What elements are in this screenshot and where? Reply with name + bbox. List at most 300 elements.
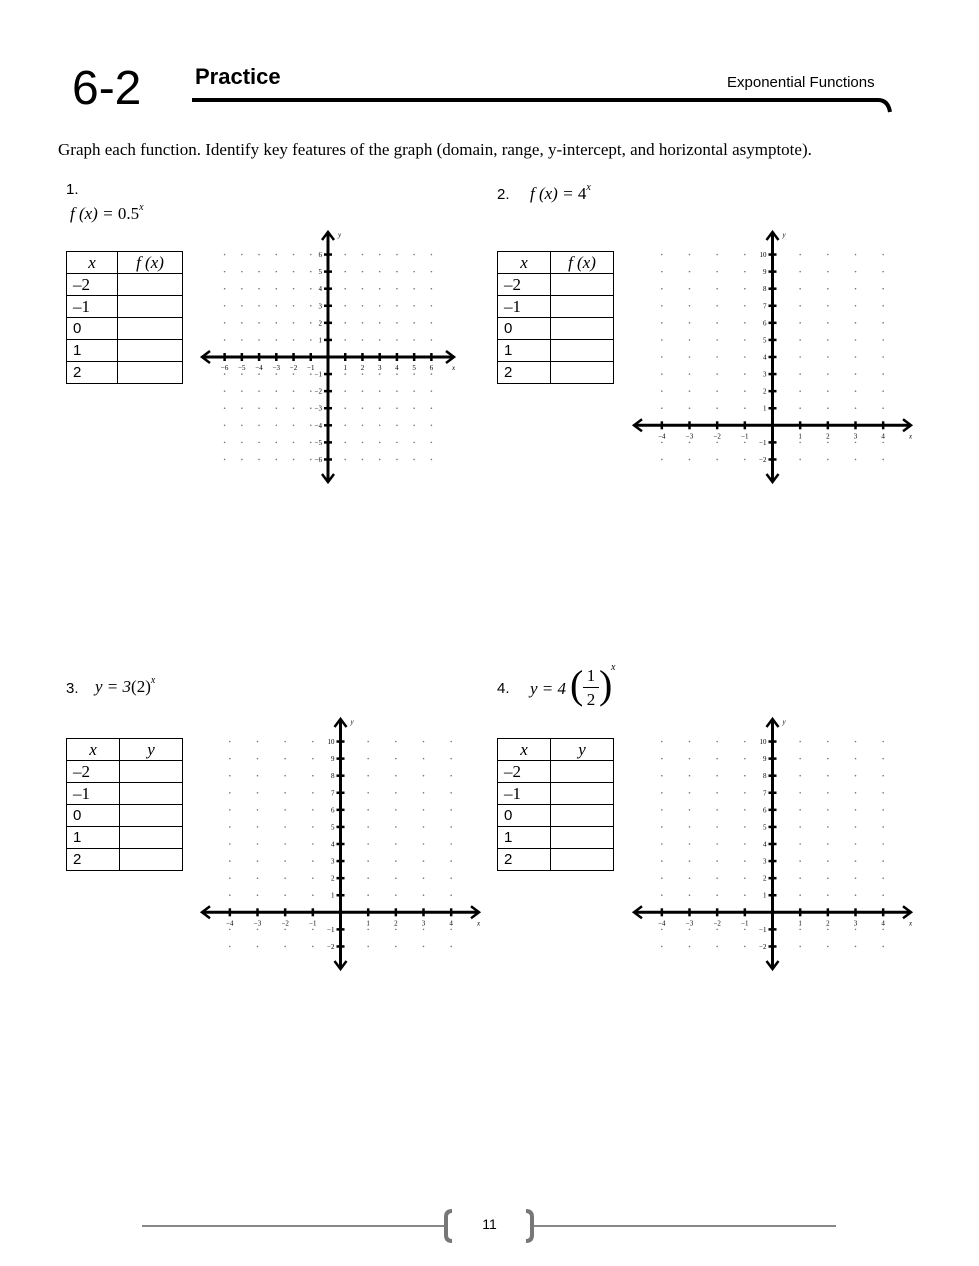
grid-dot	[799, 758, 801, 760]
grid-dot	[257, 894, 259, 896]
grid-dot	[689, 758, 691, 760]
y-tick-label: 10	[759, 251, 767, 260]
grid-dot	[689, 390, 691, 392]
grid-dot	[882, 843, 884, 845]
grid-dot	[423, 775, 425, 777]
grid-dot	[312, 946, 314, 948]
table-answer-cell[interactable]	[551, 274, 614, 296]
grid-dot	[229, 741, 231, 743]
grid-dot	[744, 271, 746, 273]
grid-dot	[661, 741, 663, 743]
grid-dot	[224, 254, 226, 256]
grid-dot	[224, 442, 226, 444]
x-axis-label: x	[909, 432, 913, 441]
grid-dot	[882, 339, 884, 341]
grid-dot	[689, 305, 691, 307]
grid-dot	[744, 356, 746, 358]
y-tick-label: 7	[763, 789, 767, 798]
grid-dot	[661, 775, 663, 777]
grid-dot	[716, 442, 718, 444]
table-answer-cell[interactable]	[551, 849, 614, 871]
x-tick-label: 2	[360, 364, 365, 372]
grid-dot	[827, 356, 829, 358]
table-answer-cell[interactable]	[120, 805, 183, 827]
grid-dot	[284, 843, 286, 845]
y-tick-label: −1	[327, 925, 335, 934]
grid-dot	[716, 792, 718, 794]
grid-dot	[882, 254, 884, 256]
table-answer-cell[interactable]	[120, 827, 183, 849]
x-tick-label: −3	[253, 919, 262, 928]
grid-dot	[855, 442, 857, 444]
grid-dot	[744, 860, 746, 862]
grid-dot	[241, 271, 243, 273]
y-tick-label: 1	[318, 336, 322, 345]
grid-dot	[258, 373, 260, 375]
grid-dot	[229, 860, 231, 862]
grid-dot	[413, 407, 415, 409]
grid-dot	[241, 322, 243, 324]
grid-dot	[423, 758, 425, 760]
table-x-cell: –1	[498, 296, 551, 318]
grid-dot	[276, 373, 278, 375]
grid-dot	[396, 459, 398, 461]
grid-dot	[661, 809, 663, 811]
grid-dot	[257, 843, 259, 845]
grid-dot	[396, 339, 398, 341]
table-answer-cell[interactable]	[551, 340, 614, 362]
grid-dot	[312, 775, 314, 777]
grid-dot	[344, 339, 346, 341]
table-answer-cell[interactable]	[551, 805, 614, 827]
grid-dot	[827, 442, 829, 444]
grid-dot	[229, 946, 231, 948]
function-exponent: x	[139, 202, 144, 213]
grid-dot	[661, 843, 663, 845]
y-tick-label: −5	[314, 438, 322, 447]
grid-dot	[224, 390, 226, 392]
grid-dot	[716, 407, 718, 409]
x-tick-label: 4	[881, 919, 885, 928]
grid-dot	[284, 792, 286, 794]
y-tick-label: −1	[314, 370, 322, 379]
grid-dot	[716, 271, 718, 273]
table-answer-cell[interactable]	[118, 362, 183, 384]
grid-dot	[396, 288, 398, 290]
function-lhs: f (x) =	[530, 184, 578, 203]
grid-dot	[716, 775, 718, 777]
page-number: 11	[482, 1216, 497, 1232]
grid-dot	[689, 339, 691, 341]
grid-dot	[744, 792, 746, 794]
grid-dot	[396, 442, 398, 444]
y-tick-label: −2	[327, 942, 335, 951]
problem-2-function	[530, 184, 591, 204]
grid-dot	[799, 339, 801, 341]
y-tick-label: 3	[331, 857, 335, 866]
grid-dot	[367, 809, 369, 811]
grid-dot	[744, 877, 746, 879]
grid-dot	[362, 425, 364, 427]
grid-dot	[689, 809, 691, 811]
grid-dot	[827, 459, 829, 461]
grid-dot	[293, 459, 295, 461]
grid-dot	[241, 425, 243, 427]
grid-dot	[744, 339, 746, 341]
grid-dot	[689, 407, 691, 409]
grid-dot	[257, 775, 259, 777]
grid-dot	[827, 390, 829, 392]
grid-dot	[362, 390, 364, 392]
grid-dot	[882, 946, 884, 948]
table-x-cell: –1	[498, 783, 551, 805]
grid-dot	[882, 442, 884, 444]
function-exponent: x	[150, 675, 156, 686]
grid-dot	[799, 271, 801, 273]
grid-dot	[257, 809, 259, 811]
grid-dot	[413, 373, 415, 375]
grid-dot	[450, 809, 452, 811]
grid-dot	[882, 758, 884, 760]
grid-dot	[229, 775, 231, 777]
grid-dot	[799, 356, 801, 358]
grid-dot	[362, 339, 364, 341]
grid-dot	[241, 305, 243, 307]
grid-dot	[367, 946, 369, 948]
x-tick-label: −3	[685, 432, 694, 441]
grid-dot	[423, 894, 425, 896]
grid-dot	[827, 271, 829, 273]
grid-dot	[395, 809, 397, 811]
grid-dot	[882, 305, 884, 307]
grid-dot	[716, 356, 718, 358]
grid-dot	[827, 407, 829, 409]
grid-dot	[744, 758, 746, 760]
grid-dot	[744, 775, 746, 777]
x-tick-label: −5	[238, 364, 246, 372]
problem-4-graph[interactable]	[630, 715, 915, 973]
grid-dot	[855, 860, 857, 862]
grid-dot	[882, 390, 884, 392]
problem-3-graph[interactable]	[198, 715, 483, 973]
fraction-bar	[583, 687, 599, 688]
grid-dot	[379, 271, 381, 273]
grid-dot	[716, 826, 718, 828]
grid-dot	[241, 407, 243, 409]
grid-dot	[396, 407, 398, 409]
problem-2-graph[interactable]	[630, 228, 915, 486]
table-answer-cell[interactable]	[551, 827, 614, 849]
grid-dot	[276, 305, 278, 307]
grid-dot	[744, 407, 746, 409]
grid-dot	[395, 894, 397, 896]
grid-dot	[799, 288, 801, 290]
grid-dot	[312, 792, 314, 794]
grid-dot	[744, 946, 746, 948]
grid-dot	[362, 442, 364, 444]
problem-3-number: 3.	[66, 680, 79, 697]
grid-dot	[224, 373, 226, 375]
table-answer-cell[interactable]	[120, 761, 183, 783]
y-tick-label: 1	[331, 891, 335, 900]
table-answer-cell[interactable]	[551, 318, 614, 340]
x-tick-label: 3	[421, 919, 426, 928]
table-answer-cell[interactable]	[551, 296, 614, 318]
grid-dot	[312, 741, 314, 743]
grid-dot	[344, 322, 346, 324]
table-x-cell: 2	[498, 362, 551, 384]
grid-dot	[257, 877, 259, 879]
grid-dot	[396, 425, 398, 427]
grid-dot	[716, 809, 718, 811]
grid-dot	[344, 271, 346, 273]
x-tick-label: 4	[449, 919, 453, 928]
grid-dot	[744, 929, 746, 931]
grid-dot	[224, 339, 226, 341]
grid-dot	[827, 322, 829, 324]
function-lhs: y = 4	[530, 679, 567, 698]
grid-dot	[310, 322, 312, 324]
grid-dot	[799, 373, 801, 375]
grid-dot	[855, 373, 857, 375]
grid-dot	[379, 288, 381, 290]
grid-dot	[882, 860, 884, 862]
table-answer-cell[interactable]	[551, 783, 614, 805]
x-axis-label: x	[909, 919, 913, 928]
problem-3-table	[66, 738, 183, 871]
grid-dot	[241, 373, 243, 375]
y-tick-label: 2	[318, 319, 322, 328]
table-answer-cell[interactable]	[118, 274, 183, 296]
grid-dot	[312, 758, 314, 760]
grid-dot	[276, 254, 278, 256]
x-tick-label: −2	[713, 919, 721, 928]
grid-dot	[293, 407, 295, 409]
close-paren: )	[599, 662, 613, 707]
grid-dot	[258, 442, 260, 444]
grid-dot	[882, 877, 884, 879]
grid-dot	[379, 339, 381, 341]
grid-dot	[293, 271, 295, 273]
y-tick-label: 9	[331, 755, 335, 764]
grid-dot	[855, 459, 857, 461]
grid-dot	[744, 288, 746, 290]
grid-dot	[258, 322, 260, 324]
grid-dot	[276, 288, 278, 290]
grid-dot	[257, 741, 259, 743]
x-tick-label: 2	[826, 919, 830, 928]
x-tick-label: −4	[658, 432, 666, 441]
grid-dot	[224, 425, 226, 427]
problem-1-function	[70, 204, 144, 224]
grid-dot	[744, 373, 746, 375]
grid-dot	[827, 877, 829, 879]
problem-3-function	[95, 677, 155, 697]
grid-dot	[423, 741, 425, 743]
grid-dot	[689, 946, 691, 948]
grid-dot	[413, 288, 415, 290]
grid-dot	[827, 826, 829, 828]
table-header-x: x	[498, 739, 551, 761]
grid-dot	[362, 305, 364, 307]
grid-dot	[258, 305, 260, 307]
grid-dot	[827, 305, 829, 307]
grid-dot	[310, 288, 312, 290]
grid-dot	[310, 305, 312, 307]
grid-dot	[423, 946, 425, 948]
grid-dot	[258, 288, 260, 290]
topic-title: Exponential Functions	[727, 74, 875, 91]
y-tick-label: 10	[327, 738, 335, 747]
y-tick-label: 5	[318, 268, 322, 277]
grid-dot	[661, 929, 663, 931]
grid-dot	[293, 373, 295, 375]
y-tick-label: −3	[314, 404, 322, 413]
y-tick-label: 6	[763, 806, 767, 815]
grid-dot	[716, 288, 718, 290]
y-tick-label: 3	[318, 302, 322, 311]
grid-dot	[799, 442, 801, 444]
grid-dot	[855, 809, 857, 811]
grid-dot	[344, 288, 346, 290]
grid-dot	[344, 407, 346, 409]
grid-dot	[744, 254, 746, 256]
grid-dot	[395, 826, 397, 828]
grid-dot	[827, 792, 829, 794]
grid-dot	[827, 860, 829, 862]
grid-dot	[799, 894, 801, 896]
y-tick-label: 7	[763, 302, 767, 311]
grid-dot	[395, 860, 397, 862]
grid-dot	[661, 442, 663, 444]
x-axis-label: x	[452, 364, 456, 372]
grid-dot	[799, 946, 801, 948]
grid-dot	[396, 254, 398, 256]
grid-dot	[689, 254, 691, 256]
grid-dot	[827, 741, 829, 743]
grid-dot	[689, 775, 691, 777]
grid-dot	[310, 390, 312, 392]
grid-dot	[661, 271, 663, 273]
grid-dot	[431, 271, 433, 273]
grid-dot	[661, 322, 663, 324]
table-x-cell: 0	[67, 318, 118, 340]
x-tick-label: −1	[741, 919, 749, 928]
y-tick-label: 3	[763, 370, 767, 379]
grid-dot	[413, 425, 415, 427]
grid-dot	[258, 390, 260, 392]
grid-dot	[716, 459, 718, 461]
y-tick-label: 5	[763, 336, 767, 345]
grid-dot	[855, 843, 857, 845]
grid-dot	[689, 442, 691, 444]
table-answer-cell[interactable]	[551, 362, 614, 384]
grid-dot	[413, 254, 415, 256]
grid-dot	[344, 373, 346, 375]
grid-dot	[855, 877, 857, 879]
grid-dot	[413, 322, 415, 324]
grid-dot	[257, 946, 259, 948]
table-answer-cell[interactable]	[118, 340, 183, 362]
grid-dot	[257, 792, 259, 794]
grid-dot	[396, 373, 398, 375]
x-tick-label: 6	[429, 364, 434, 372]
table-answer-cell[interactable]	[120, 783, 183, 805]
grid-dot	[855, 407, 857, 409]
grid-dot	[450, 946, 452, 948]
grid-dot	[661, 894, 663, 896]
grid-dot	[312, 877, 314, 879]
grid-dot	[310, 254, 312, 256]
grid-dot	[689, 826, 691, 828]
grid-dot	[431, 305, 433, 307]
grid-dot	[450, 860, 452, 862]
grid-dot	[689, 271, 691, 273]
y-tick-label: −2	[759, 455, 767, 464]
y-tick-label: −4	[314, 421, 322, 430]
header-rule	[0, 0, 979, 130]
grid-dot	[258, 407, 260, 409]
grid-dot	[431, 322, 433, 324]
grid-dot	[799, 322, 801, 324]
table-answer-cell[interactable]	[551, 761, 614, 783]
grid-dot	[396, 322, 398, 324]
grid-dot	[716, 877, 718, 879]
grid-dot	[855, 356, 857, 358]
x-tick-label: −3	[272, 364, 281, 372]
grid-dot	[241, 254, 243, 256]
grid-dot	[413, 442, 415, 444]
grid-dot	[882, 741, 884, 743]
grid-dot	[689, 356, 691, 358]
grid-dot	[229, 877, 231, 879]
grid-dot	[882, 271, 884, 273]
grid-dot	[312, 826, 314, 828]
grid-dot	[431, 288, 433, 290]
problem-1-graph[interactable]	[198, 228, 458, 486]
table-header-fx: f (x)	[118, 252, 183, 274]
x-tick-label: 2	[826, 432, 830, 441]
problem-1-number: 1.	[66, 181, 79, 198]
function-base: 0.5	[117, 204, 140, 223]
problem-2-number: 2.	[497, 186, 510, 203]
grid-dot	[661, 390, 663, 392]
grid-dot	[224, 305, 226, 307]
table-answer-cell[interactable]	[118, 318, 183, 340]
grid-dot	[276, 390, 278, 392]
grid-dot	[799, 877, 801, 879]
grid-dot	[423, 809, 425, 811]
grid-dot	[450, 894, 452, 896]
grid-dot	[882, 894, 884, 896]
grid-dot	[450, 792, 452, 794]
grid-dot	[241, 390, 243, 392]
grid-dot	[799, 459, 801, 461]
grid-dot	[229, 809, 231, 811]
grid-dot	[276, 425, 278, 427]
x-tick-label: 3	[853, 432, 858, 441]
grid-dot	[258, 339, 260, 341]
table-answer-cell[interactable]	[118, 296, 183, 318]
table-answer-cell[interactable]	[120, 849, 183, 871]
grid-dot	[882, 322, 884, 324]
table-x-cell: 0	[498, 318, 551, 340]
grid-dot	[799, 843, 801, 845]
table-x-cell: 2	[498, 849, 551, 871]
grid-dot	[855, 390, 857, 392]
grid-dot	[276, 407, 278, 409]
grid-dot	[882, 792, 884, 794]
